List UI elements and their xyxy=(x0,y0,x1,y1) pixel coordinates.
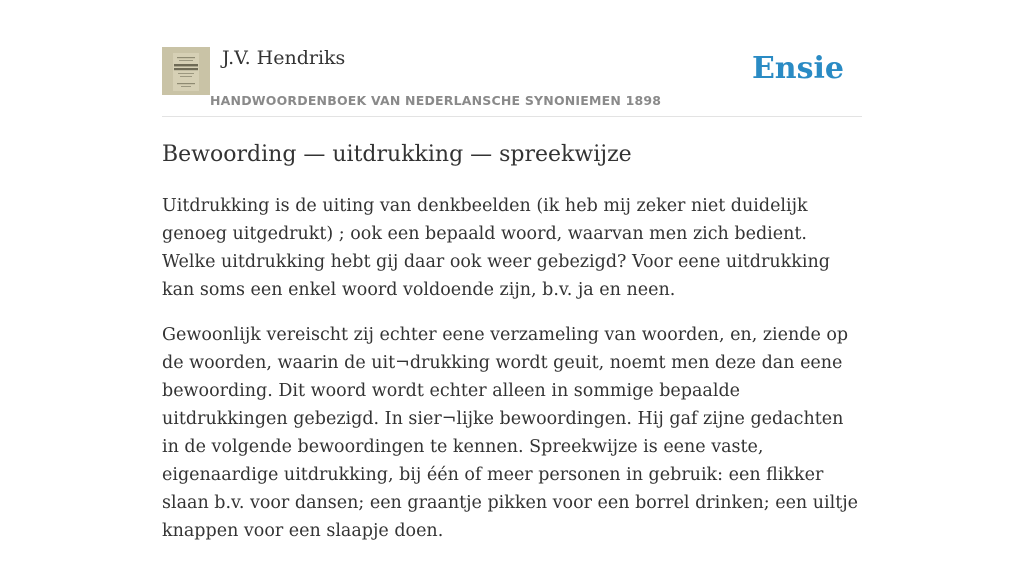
article-paragraph: Uitdrukking is de uiting van denkbeelden (ik heb mij zeker niet duidelijk genoeg uitgedrukt) ; ook een bepaald woord, waarvan men zich bedient. Welke uitdrukking hebt gij daar ook weer gebezigd? Voor eene uitdrukking kan soms een enkel woord voldoende zijn, b.v. ja en neen. xyxy=(162,196,830,300)
article-paragraph: Gewoonlijk vereischt zij echter eene verzameling van woorden, en, ziende op de woorden, waarin de uit¬drukking wordt geuit, noemt men deze dan eene bewoording. Dit woord wordt echter alleen in sommige bepaalde uitdrukkingen gebezigd. In sier¬lijke bewoordingen. Hij gaf zijne gedachten in de volgende bewoordingen te kennen. Spreekwijze is eene vaste, eigenaardige uitdrukking, bij één of meer personen in gebruik: een flikker slaan b.v. voor dansen; een graantje pikken voor een borrel drinken; een uiltje knappen voor een slaapje doen. xyxy=(162,325,859,541)
book-cover-icon xyxy=(162,47,210,95)
source-title[interactable]: HANDWOORDENBOEK VAN NEDERLANSCHE SYNONIEMEN 1898 xyxy=(210,93,662,108)
brand-logo[interactable]: Ensie xyxy=(751,51,844,86)
header xyxy=(162,46,862,117)
article-body xyxy=(162,192,862,562)
book-cover-avatar[interactable] xyxy=(162,47,210,95)
article-title: Bewoording — uitdrukking — spreekwijze xyxy=(162,142,632,167)
author-name[interactable]: J.V. Hendriks xyxy=(222,47,346,69)
